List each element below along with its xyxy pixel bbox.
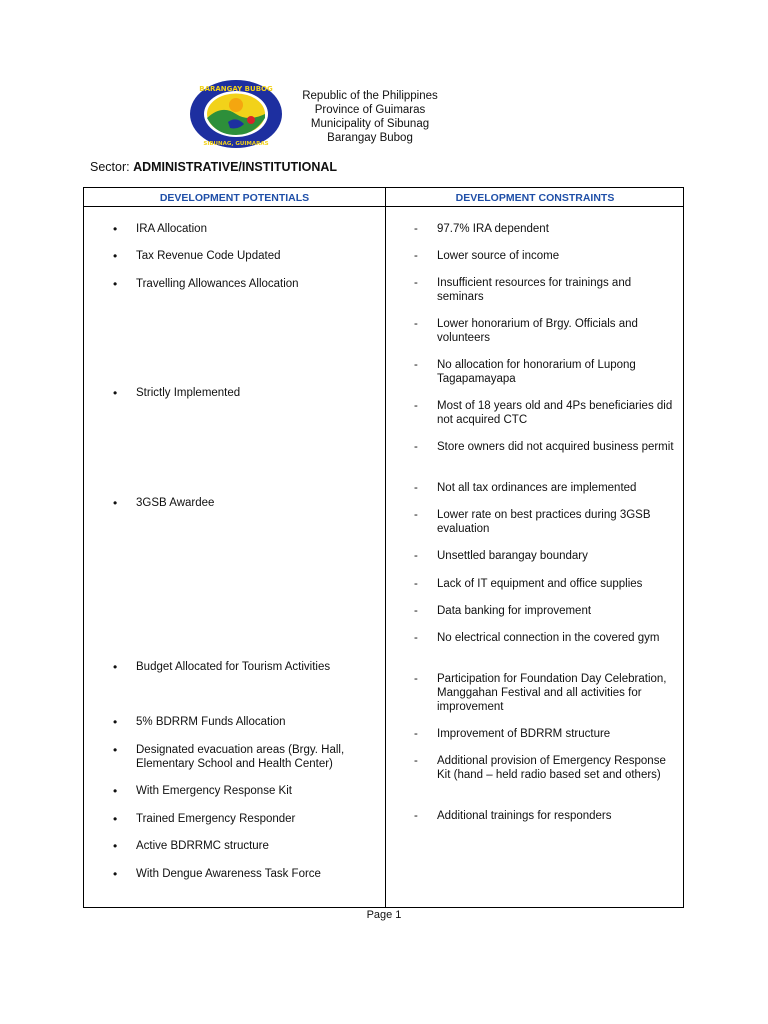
column-divider [385,188,386,907]
potential-item [113,249,381,263]
constraint-text: Improvement of BDRRM structure [437,728,611,740]
dash-icon: - [414,250,418,262]
dash-icon: - [414,728,418,740]
constraint-text: No allocation for honorarium of Lupong Tagapamayapa [437,359,636,385]
constraint-item [414,276,677,304]
constraint-text: Lower rate on best practices during 3GSB evaluation [437,509,651,535]
constraint-text: Participation for Foundation Day Celebration, Manggahan Festival and all activities for improvement [437,673,667,713]
dash-icon: - [414,509,418,521]
dash-icon: - [414,441,418,453]
header-row-divider [84,206,683,207]
dash-icon: - [414,277,418,289]
dash-icon: - [414,810,418,822]
constraint-text: Lack of IT equipment and office supplies [437,578,643,590]
constraint-text: Not all tax ordinances are implemented [437,482,637,494]
bullet-icon: • [113,660,118,674]
header-line-municipality: Municipality of Sibunag [310,118,430,130]
constraint-item [414,809,677,823]
bullet-icon: • [113,812,118,826]
header-line-province: Province of Guimaras [314,104,426,116]
potential-item [113,386,381,400]
constraint-text: Insufficient resources for trainings and seminars [437,277,632,303]
potential-text: Tax Revenue Code Updated [136,250,281,262]
bullet-icon: • [113,715,118,729]
potential-text: With Emergency Response Kit [136,785,292,797]
header-line-republic: Republic of the Philippines [302,90,438,102]
constraint-item [414,754,677,782]
constraint-item [414,727,677,741]
constraint-item [414,481,677,495]
constraint-text: Lower honorarium of Brgy. Officials and volunteers [437,318,638,344]
constraint-item [414,508,677,536]
potential-text: IRA Allocation [136,223,207,235]
bullet-icon: • [113,867,118,881]
potential-text: Strictly Implemented [136,387,241,399]
potential-text: Budget Allocated for Tourism Activities [136,661,331,673]
header-line-barangay: Barangay Bubog [327,132,413,144]
bullet-icon: • [113,222,118,236]
constraint-item [414,358,677,386]
potential-text: Designated evacuation areas (Brgy. Hall, Elementary School and Health Center) [136,744,345,770]
dash-icon: - [414,223,418,235]
dash-icon: - [414,359,418,371]
seal-bottom-text: SIBUNAG, GUIMARAS [203,141,269,147]
constraint-item [414,317,677,345]
dash-icon: - [414,318,418,330]
sector-line [90,160,337,174]
potential-item [113,839,381,853]
constraint-text: Additional trainings for responders [437,810,612,822]
document-header [250,89,490,145]
dash-icon: - [414,550,418,562]
constraint-item [414,577,677,591]
potential-item [113,496,381,510]
bullet-icon: • [113,743,118,757]
potential-item [113,660,381,674]
column-header-potentials: DEVELOPMENT POTENTIALS [159,192,310,204]
constraint-item [414,672,677,714]
development-table [83,187,684,908]
constraint-text: 97.7% IRA dependent [437,223,549,235]
constraint-text: Lower source of income [437,250,560,262]
dash-icon: - [414,482,418,494]
potential-text: Active BDRRMC structure [136,840,269,852]
dash-icon: - [414,673,418,685]
bullet-icon: • [113,277,118,291]
potential-item [113,867,381,881]
page-number: Page 1 [366,909,402,921]
potential-item [113,743,381,771]
potential-item [113,715,381,729]
dash-icon: - [414,400,418,412]
dash-icon: - [414,755,418,767]
potential-text: Travelling Allowances Allocation [136,278,299,290]
potential-text: Trained Emergency Responder [136,813,296,825]
bullet-icon: • [113,839,118,853]
bullet-icon: • [113,386,118,400]
potential-item [113,277,381,291]
constraint-item [414,399,677,427]
constraint-item [414,249,677,263]
potential-item [113,222,381,236]
constraint-item [414,222,677,236]
constraint-text: Additional provision of Emergency Response Kit (hand – held radio based set and others) [437,755,666,781]
potential-text: 5% BDRRM Funds Allocation [136,716,286,728]
constraint-item [414,631,677,645]
dash-icon: - [414,632,418,644]
column-header-constraints: DEVELOPMENT CONSTRAINTS [455,192,615,204]
constraint-item [414,549,677,563]
constraint-text: No electrical connection in the covered gym [437,632,660,644]
bullet-icon: • [113,784,118,798]
potential-item [113,812,381,826]
dash-icon: - [414,578,418,590]
sector-value: ADMINISTRATIVE/INSTITUTIONAL [133,160,338,174]
seal-top-text: BARANGAY BUBOG [199,85,273,93]
constraint-text: Unsettled barangay boundary [437,550,588,562]
potential-item [113,784,381,798]
constraint-text: Store owners did not acquired business permit [437,441,674,453]
bullet-icon: • [113,496,118,510]
constraint-text: Most of 18 years old and 4Ps beneficiaries did not acquired CTC [437,400,673,426]
constraint-item [414,604,677,618]
bullet-icon: • [113,249,118,263]
sector-label: Sector: [90,160,130,174]
constraint-item [414,440,677,454]
potential-text: 3GSB Awardee [136,497,215,509]
constraint-text: Data banking for improvement [437,605,592,617]
potential-text: With Dengue Awareness Task Force [136,868,321,880]
dash-icon: - [414,605,418,617]
